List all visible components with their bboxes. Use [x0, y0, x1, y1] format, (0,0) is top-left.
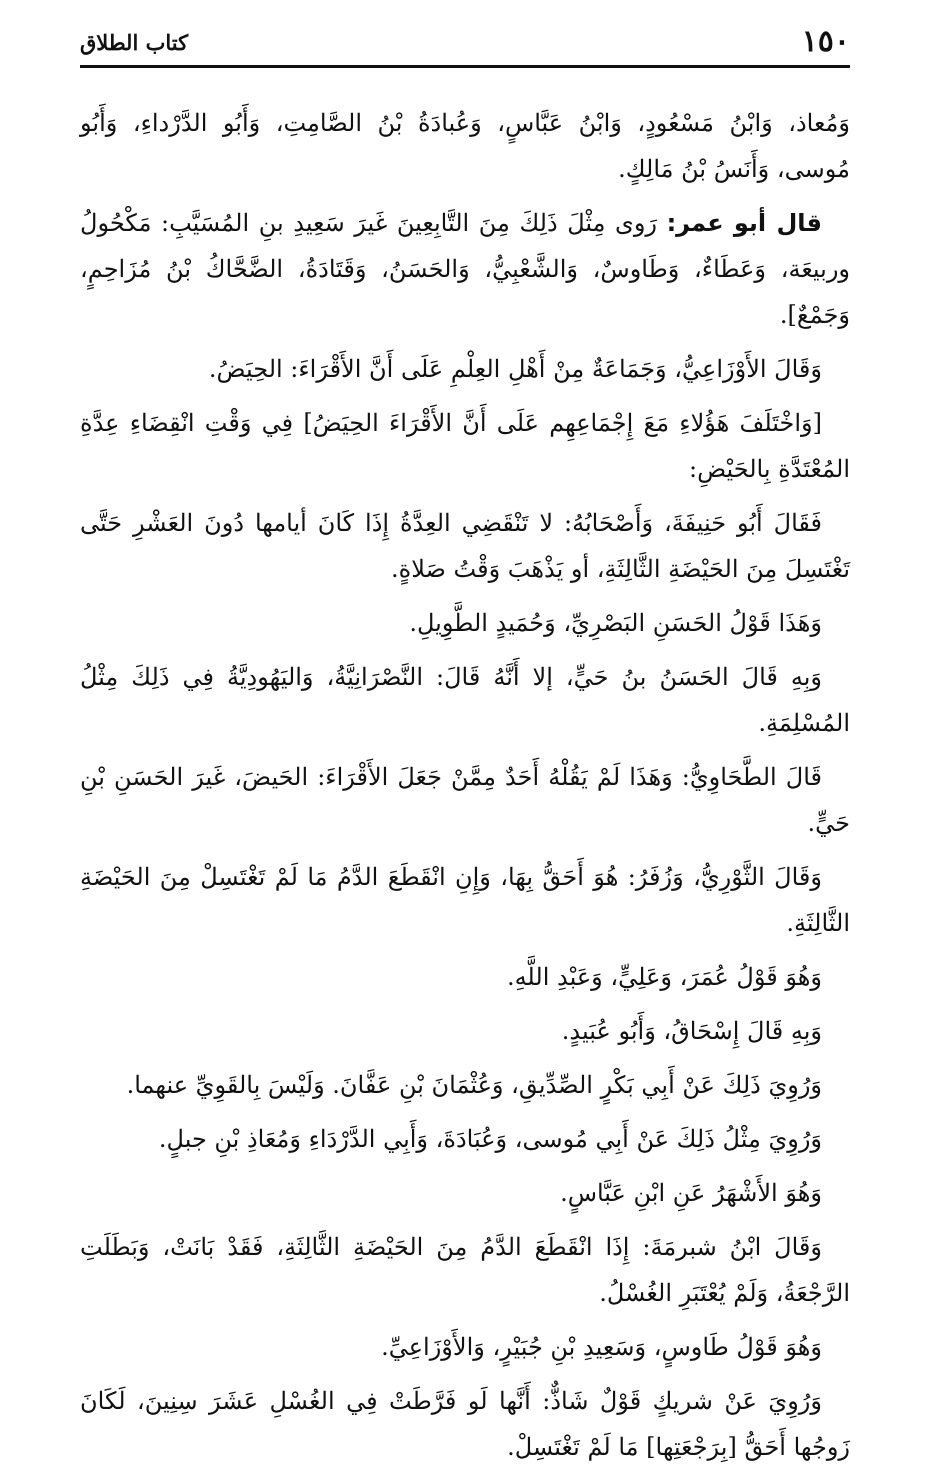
- book-title: كتاب الطلاق: [80, 30, 189, 55]
- paragraph: [80, 1224, 850, 1316]
- paragraph-text: فَقَالَ أَبُو حَنِيفَةَ، وَأَصْحَابُهُ: لا تَنْقَضِي العِدَّةُ إِذَا كَانَ أيامها دُونَ العَشْرِ حَتَّى تَغْتَسِلَ مِنَ الحَيْضَةِ الثَّالِثَةِ، أو يَذْهَبَ وَقْتُ صَلاةٍ.: [80, 509, 850, 583]
- paragraph-text: وَهُوَ قَوْلُ طَاوسٍ، وَسَعِيدِ بْنِ جُبَيْرٍ، وَالأَوْزَاعِيِّ.: [381, 1333, 822, 1361]
- paragraph-text: قَالَ الطَّحَاوِيُّ: وَهَذَا لَمْ يَقُلْهُ أَحَدٌ مِمَّنْ جَعَلَ الأَقْرَاءَ: الحَيضَ، غَيرَ الحَسَنِ بْنِ حَيٍّ.: [80, 763, 850, 837]
- paragraph-text: وَرُوِيَ ذَلِكَ عَنْ أَبِي بَكْرٍ الصِّدِّيقِ، وَعُثْمَانَ بْنِ عَفَّانَ. وَلَيْسَ بِالقَوِيِّ عنهما.: [126, 1071, 822, 1099]
- paragraph: [80, 1170, 850, 1216]
- paragraph-text: وَرُوِيَ مِثْلُ ذَلِكَ عَنْ أَبِي مُوسى، وَعُبَادَةَ، وَأَبِي الدَّرْدَاءِ وَمُعَاذِ بْنِ جبلٍ.: [158, 1125, 822, 1153]
- paragraph: [80, 754, 850, 846]
- paragraph: [80, 654, 850, 746]
- speaker-label: قال أبو عمر:: [666, 209, 822, 237]
- paragraph-text: [وَاخْتَلَفَ هَؤُلاءِ مَعَ إِجْمَاعِهِم عَلَى أَنَّ الأَقْرَاءَ الحِيَضُ] فِي وَقْتِ انْقِضَاءِ عِدَّةِ المُعْتَدَّةِ بِالحَيْضِ:: [80, 409, 850, 483]
- paragraph-text: وَقَالَ ابْنُ شبرمَةَ: إِذَا انْقَطَعَ الدَّمُ مِنَ الحَيْضَةِ الثَّالِثَةِ، فَقَدْ بَانَتْ، وَبَطَلَتِ الرَّجْعَةُ، وَلَمْ يُعْتَبَرِ الغُسْلُ.: [80, 1233, 850, 1307]
- paragraph: [80, 1116, 850, 1162]
- paragraph: [80, 200, 850, 338]
- paragraph-text: وَهَذَا قَوْلُ الحَسَنِ البَصْرِيِّ، وَحُمَيدٍ الطَّوِيلِ.: [409, 609, 822, 637]
- paragraph-text: رَوى مِثْلَ ذَلِكَ مِنَ التَّابِعِينَ غَيرَ سَعِيدِ بنِ المُسَيَّبِ: مَكْحُولُ وربيعَة، وَعَطَاءٌ، وَطَاوسٌ، وَالشَّعْبِيُّ، وَالحَسَنُ، وَقَتَادَةُ، الضَّحَّاكُ بْنُ مُزَاحِمٍ، وَجَمْعٌ].: [80, 209, 850, 329]
- paragraph: [80, 1008, 850, 1054]
- paragraph: [80, 1062, 850, 1108]
- header-rule: [80, 65, 850, 68]
- page-number: ١٥٠: [801, 24, 850, 59]
- paragraph-text: وَقَالَ الأَوْزَاعِيُّ، وَجَمَاعَةٌ مِنْ أَهْلِ العِلْمِ عَلَى أَنَّ الأَقْرَاءَ: الحِيَضُ.: [208, 355, 822, 383]
- paragraph: [80, 346, 850, 392]
- paragraph: [80, 100, 850, 192]
- paragraph: [80, 400, 850, 492]
- paragraph: [80, 1378, 850, 1470]
- paragraph-text: وَهُوَ قَوْلُ عُمَرَ، وَعَلِيٍّ، وَعَبْدِ اللَّهِ.: [506, 963, 822, 991]
- body-text: [80, 100, 850, 1478]
- paragraph-text: وَبِهِ قَالَ الحَسَنُ بنُ حَيٍّ، إلا أَنَّهُ قَالَ: النَّصْرَانِيَّةُ، وَاليَهُودِيَّةُ فِي ذَلِكَ مِثْلُ المُسْلِمَةِ.: [80, 663, 850, 737]
- paragraph-text: وَقَالَ الثَّوْرِيُّ، وَزُفَرُ: هُوَ أَحَقُّ بِهَا، وَإِنِ انْقَطَعَ الدَّمُ مَا لَمْ تَغْتَسِلْ مِنَ الحَيْضَةِ الثَّالِثَةِ.: [80, 863, 850, 937]
- paragraph-text: وَهُوَ الأَشْهَرُ عَنِ ابْنِ عَبَّاسٍ.: [560, 1179, 822, 1207]
- paragraph-text: وَبِهِ قَالَ إِسْحَاقُ، وَأَبُو عُبَيدٍ.: [561, 1017, 822, 1045]
- paragraph: [80, 600, 850, 646]
- paragraph: [80, 854, 850, 946]
- paragraph: [80, 954, 850, 1000]
- paragraph: [80, 1324, 850, 1370]
- paragraph-text: وَرُوِيَ عَنْ شريكٍ قَوْلٌ شَاذٌّ: أَنَّها لَو فَرَّطَتْ فِي الغُسْلِ عَشَرَ سِنِينَ، لَكَانَ زَوجُها أَحَقُّ [بِرَجْعَتِها] مَا لَمْ تَغْتَسِلْ.: [80, 1387, 850, 1461]
- page-header: [80, 22, 850, 66]
- paragraph: [80, 500, 850, 592]
- paragraph-text: وَمُعاذ، وَابْنُ مَسْعُودٍ، وَابْنُ عَبَّاسٍ، وَعُبادَةُ بْنُ الصَّامِتِ، وَأَبُو الدَّرْداءِ، وَأَبُو مُوسى، وَأَنَسُ بْنُ مَالِكٍ.: [80, 109, 850, 183]
